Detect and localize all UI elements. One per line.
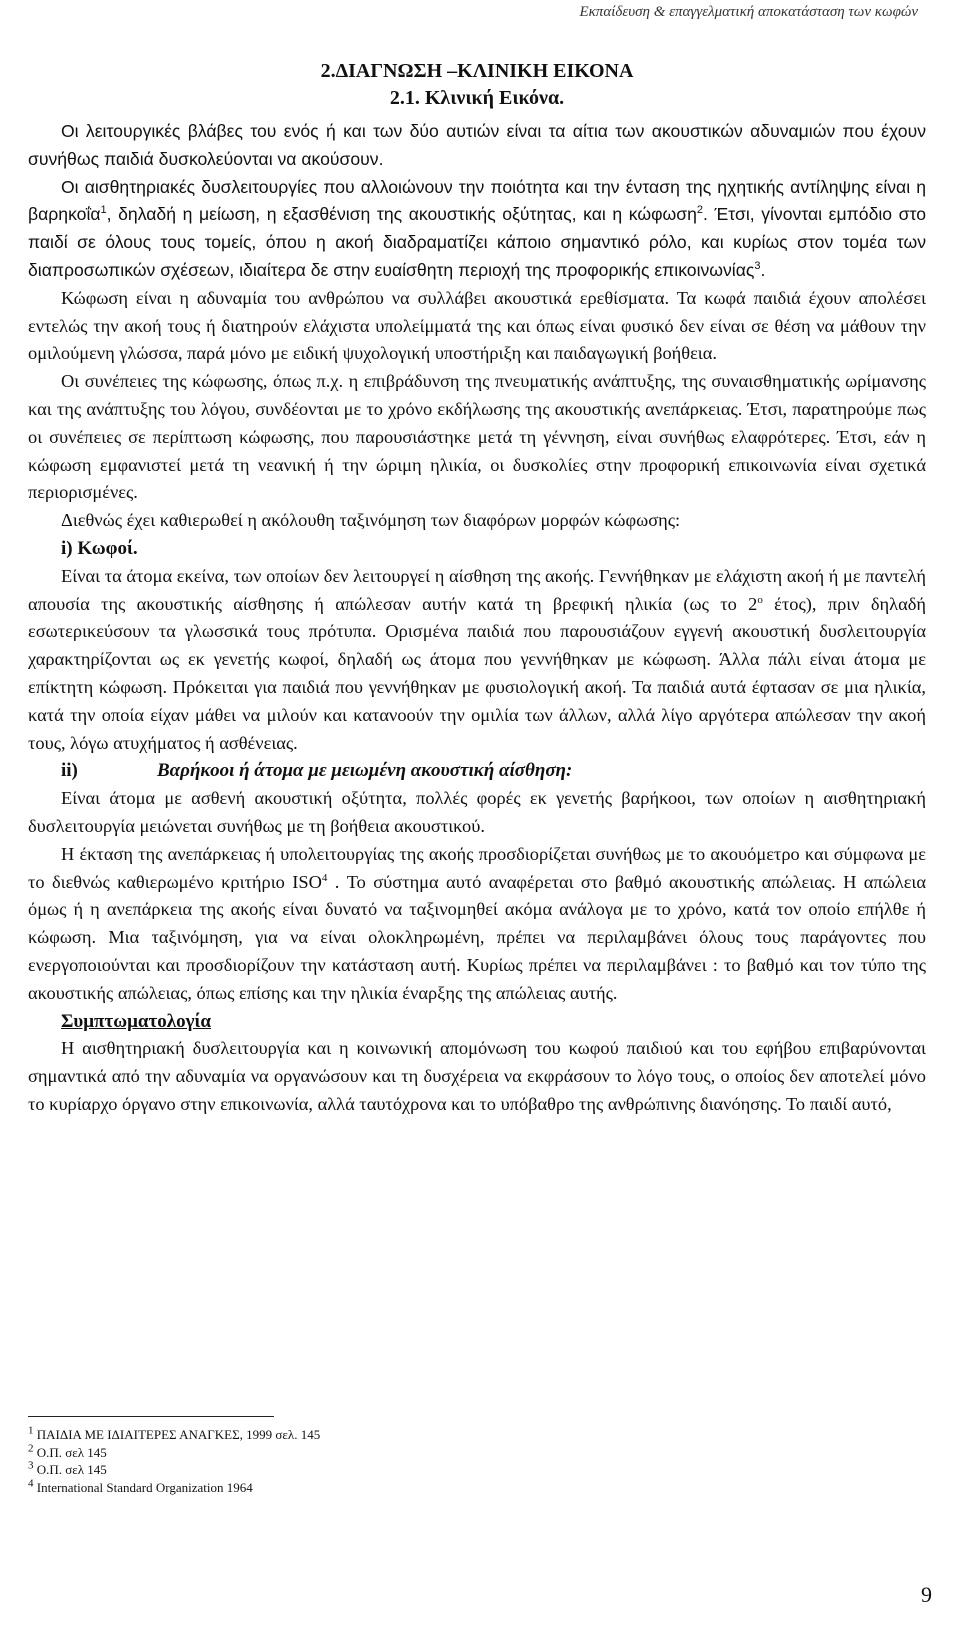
p2-text-b: , δηλαδή η μείωση, η εξασθένιση της ακουστικής οξύτητας, και η κώφωση [106,204,697,225]
footnote: $^1$ ΠΑΙΔΙΑ ΜΕ ΙΔΙΑΙΤΕΡΕΣ ΑΝΑΓΚΕΣ, 1999 σελ. 145 [28,1424,321,1442]
ordinal-superscript: ο [757,593,763,606]
footnote-ref-3: 3 [754,260,761,273]
page-number: 9 [921,1582,932,1607]
paragraph-classification: Διεθνώς έχει καθιερωθεί η ακόλουθη ταξινόμηση των διαφόρων μορφών κώφωσης: [61,510,681,531]
paragraph-iso [28,841,926,1008]
paragraph-symptomatology: Η αισθητηριακή δυσλειτουργία και η κοινωνική απομόνωση του κωφού παιδιού και του εφήβου επιβαρύνονται σημαντικά από την αδυναμία να οργανώσουν και τη δυσχέρεια να εκφράσουν το λόγο τους, ο οποίος δεν αποτελεί μόνο το κυρίαρχο όργανο στην επικοινωνία, αλλά ταυτόχρονα και το υπόβαθρο της ανθρώπινης διανόησης. Το παιδί αυτό, [28,1038,926,1114]
footnote-separator [28,1416,274,1417]
footnote: $^2$ Ο.Π. σελ 145 [28,1442,107,1460]
paragraph-deaf [28,563,926,758]
section-title: 2.1. Κλινική Εικόνα. [389,87,565,109]
paragraph-hard-of-hearing: Είναι άτομα με ασθενή ακουστική οξύτητα, πολλές φορές εκ γενετής βαρήκοοι, των οποίων η αισθητηριακή δυσλειτουργία μειώνεται συνήθως με τη βοήθεια ακουστικού. [28,788,926,836]
paragraph-dysfunctions [28,174,926,285]
p6-text-a: Είναι τα άτομα εκείνα, των οποίων δεν λειτουργεί η αίσθηση της ακοής. Γεννήθηκαν με ελάχιστη ακοή ή με παντελή απουσία της ακουστικής αίσθησης ή απώλεσαν αυτήν κατά τη βρεφική ηλικία (ως το 2 [28,565,926,614]
p2-text-d: . [760,259,766,280]
p2-text-c: . Έτσι, γίνονται εμπόδιο στο παιδί σε όλους τους τομείς, όπου η ακοή διαδραματίζει κάποιο σημαντικό ρόλο, και κυρίως στον τομέα των διαπροσωπικών σχέσεων, ιδιαίτερα δε στην ευαίσθητη περιοχή της προφορικής επικοινωνίας [28,204,926,280]
footnote-ref-2: 2 [696,204,703,217]
heading-text: Βαρήκοοι ή άτομα με μειωμένη ακουστική αίσθηση: [157,760,573,782]
footnotes [28,1426,320,1496]
running-header: Εκπαίδευση & επαγγελματική αποκατάσταση των κωφών [579,4,918,20]
heading-deaf: i) Κωφοί. [61,537,138,559]
chapter-title: 2.ΔΙΑΓΝΩΣΗ –ΚΛΙΝΙΚΗ ΕΙΚΟΝΑ [320,60,634,82]
footnote-ref-4: 4 [321,871,328,884]
heading-symptomatology: Συμπτωματολογία [61,1010,211,1032]
body-area [28,58,926,1119]
heading-number: ii) [61,760,78,782]
paragraph-consequences: Οι συνέπειες της κώφωσης, όπως π.χ. η επιβράδυνση της πνευματικής ανάπτυξης, της συναισθηματικής ωρίμανσης και της ανάπτυξης του λόγου, συνδέονται με το χρόνο εκδήλωσης της ακουστικής ανεπάρκειας. Έτσι, παρατηρούμε πως οι συνέπειες σε περίπτωση κώφωσης, που παρουσιάστηκε μετά τη γέννηση, είναι συνήθως ελαφρότερες. Έτσι, εάν η κώφωση εμφανιστεί μετά τη νεανική ή την ώριμη ηλικία, οι δυσκολίες στην προφορική επικοινωνία είναι σχετικά περιορισμένες. [28,371,926,503]
footnote: $^4$ International Standard Organization 1964 [28,1477,253,1495]
p2-text-a: Οι αισθητηριακές δυσλειτουργίες που αλλοιώνουν την ποιότητα και την ένταση της ηχητικής αντίληψης είναι η βαρηκοΐα [28,176,926,225]
footnote: $^3$ Ο.Π. σελ 145 [28,1459,107,1477]
paragraph-causes: Οι λειτουργικές βλάβες του ενός ή και των δύο αυτιών είναι τα αίτια των ακουστικών αδυναμιών που έχουν συνήθως παιδιά δυσκολεύονται να ακούσουν. [28,121,926,169]
heading-hard-of-hearing [28,757,926,785]
p6-text-b: έτος), πριν δηλαδή εσωτερικεύσουν τα γλωσσικά τους πρότυπα. Ορισμένα παιδιά που παρουσιάζουν εγγενή ακουστική δυσλειτουργία χαρακτηρίζονται ως εκ γενετής κωφοί, δηλαδή ως άτομα που γεννήθηκαν με κώφωση. Άλλα πάλι είναι άτομα με επίκτητη κώφωση. Πρόκειται για παιδιά που γεννήθηκαν με φυσιολογική ακοή. Τα παιδιά αυτά έφτασαν σε μια ηλικία, κατά την οποία είχαν μάθει να μιλούν και κατανοούν την ομιλία των άλλων, αλλά λίγο αργότερα απώλεσαν την ακοή τους, λόγω ατυχήματος ή ασθένειας. [28,593,926,753]
p8-text-b: . Το σύστημα αυτό αναφέρεται στο βαθμό ακουστικής απώλειας. Η απώλεια όμως ή η ανεπάρκεια της ακοής είναι δυνατό να ταξινομηθεί ακόμα ανάλογα με το χρόνο, κατά τον οποίο επήλθε ή κώφωση. Μια ταξινόμηση, για να είναι ολοκληρωμένη, πρέπει να περιλαμβάνει όλους τους παράγοντες που ενεργοποιούνται και προσδιορίζουν την κατάσταση αυτή. Κυρίως πρέπει να περιλαμβάνει : το βαθμό και τον τύπο της ακουστικής απώλειας, όπως επίσης και την ηλικία έναρξης της απώλειας αυτής. [28,871,927,1003]
paragraph-deafness-definition: Κώφωση είναι η αδυναμία του ανθρώπου να συλλάβει ακουστικά ερεθίσματα. Τα κωφά παιδιά έχουν απολέσει εντελώς την ακοή τους ή διατηρούν ελάχιστα υπολείμματά της και όπως είναι φυσικό δεν είναι σε θέση να μάθουν την ομιλούμενη γλώσσα, παρά μόνο με ειδική ψυχολογική υποστήριξη και παιδαγωγική βοήθεια. [28,287,926,364]
footnote-ref-1: 1 [100,204,107,217]
p8-text-a: Η έκταση της ανεπάρκειας ή υπολειτουργίας της ακοής προσδιορίζεται συνήθως με το ακουόμετρο και σύμφωνα με το διεθνώς καθιερωμένο κριτήριο ISO [28,843,926,892]
